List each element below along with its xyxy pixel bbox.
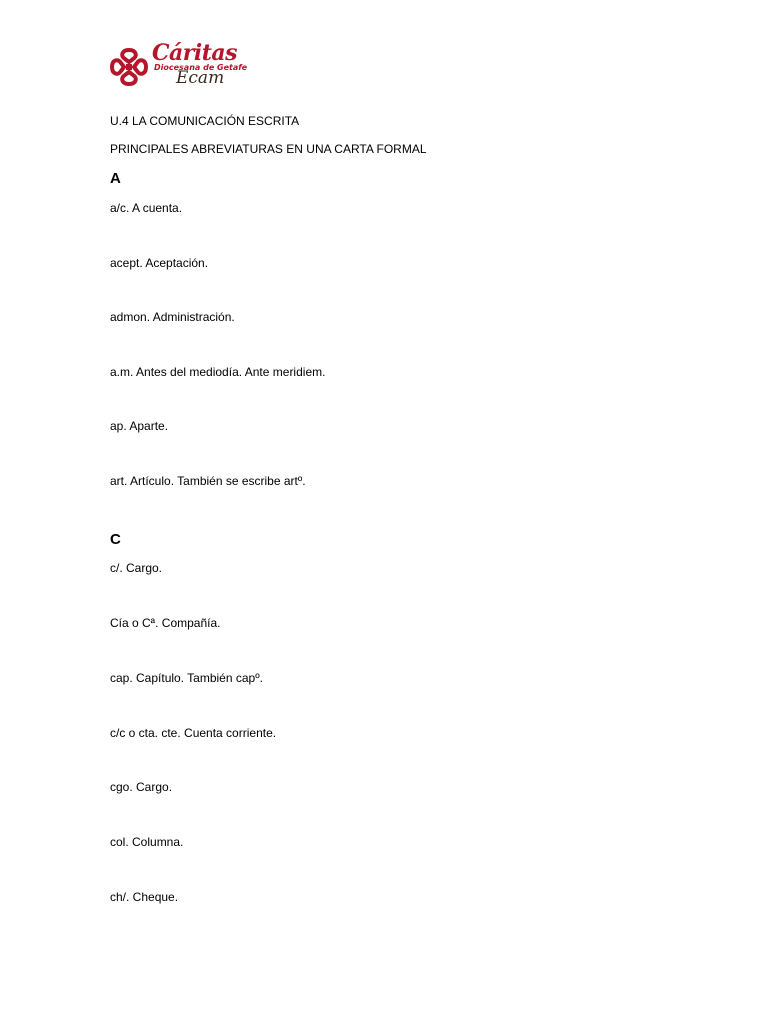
document-title: PRINCIPALES ABREVIATURAS EN UNA CARTA FORMAL [110,142,427,156]
abbreviation-entry: admon. Administración. [110,310,235,324]
abbreviation-entry: c/. Cargo. [110,561,163,575]
section-letter-c: C [110,531,121,548]
logo-subtitle: Diocesana de Getafe [154,63,248,72]
abbreviation-entry: col. Columna. [110,835,184,849]
caritas-cross-icon [108,46,150,88]
abbreviation-entry: a.m. Antes del mediodía. Ante meridiem. [110,365,326,379]
abbreviation-entry: art. Artículo. También se escribe artº. [110,474,306,488]
abbreviation-entry: Cía o Cª. Compañía. [110,616,221,630]
section-letter-a: A [110,170,121,187]
logo-brand: Ecam [176,68,225,88]
logo-title: Cáritas [152,40,238,66]
abbreviation-entry: ch/. Cheque. [110,890,179,904]
abbreviation-entry: cgo. Cargo. [110,780,173,794]
caritas-logo [108,40,258,92]
abbreviation-entry: c/c o cta. cte. Cuenta corriente. [110,726,277,740]
unit-title: U.4 LA COMUNICACIÓN ESCRITA [110,114,300,128]
abbreviation-entry: cap. Capítulo. También capº. [110,671,263,685]
abbreviation-entry: acept. Aceptación. [110,256,209,270]
abbreviation-entry: ap. Aparte. [110,419,169,433]
abbreviation-entry: a/c. A cuenta. [110,201,183,215]
